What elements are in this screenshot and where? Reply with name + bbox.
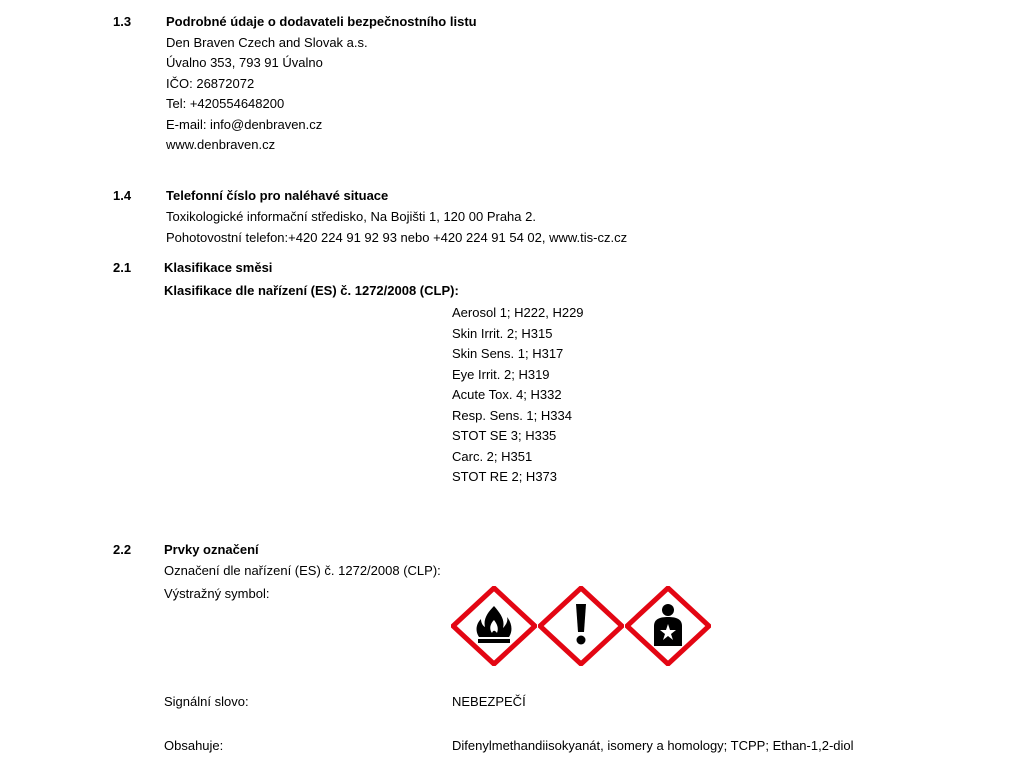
supplier-ico: IČO: 26872072 xyxy=(166,76,255,91)
hazard-class: Skin Irrit. 2; H315 xyxy=(452,326,553,341)
pictogram-label: Výstražný symbol: xyxy=(164,586,270,601)
exclamation-icon xyxy=(538,586,624,666)
section-number-1-3: 1.3 xyxy=(113,14,132,29)
health-hazard-icon xyxy=(625,586,711,666)
section-title-1-3: Podrobné údaje o dodavateli bezpečnostního listu xyxy=(166,14,477,29)
emergency-centre: Toxikologické informační středisko, Na Bojišti 1, 120 00 Praha 2. xyxy=(166,209,536,224)
supplier-email: E-mail: info@denbraven.cz xyxy=(166,117,323,132)
hazard-class: Resp. Sens. 1; H334 xyxy=(452,408,572,423)
section-title-2-1: Klasifikace směsi xyxy=(164,260,273,275)
supplier-website: www.denbraven.cz xyxy=(166,137,276,152)
emergency-phone: Pohotovostní telefon:+420 224 91 92 93 nebo +420 224 91 54 02, www.tis-cz.cz xyxy=(166,230,628,245)
signal-word-value: NEBEZPEČÍ xyxy=(452,694,526,709)
section-number-2-2: 2.2 xyxy=(113,542,132,557)
hazard-class: Aerosol 1; H222, H229 xyxy=(452,305,584,320)
hazard-class: Acute Tox. 4; H332 xyxy=(452,387,562,402)
supplier-phone: Tel: +420554648200 xyxy=(166,96,285,111)
labeling-regulation: Označení dle nařízení (ES) č. 1272/2008 (CLP): xyxy=(164,563,441,578)
hazard-class: Eye Irrit. 2; H319 xyxy=(452,367,550,382)
contains-value: Difenylmethandiisokyanát, isomery a homology; TCPP; Ethan-1,2-diol xyxy=(452,738,854,753)
supplier-address: Úvalno 353, 793 91 Úvalno xyxy=(166,55,323,70)
section-number-1-4: 1.4 xyxy=(113,188,132,203)
hazard-class: STOT SE 3; H335 xyxy=(452,428,557,443)
section-number-2-1: 2.1 xyxy=(113,260,132,275)
hazard-class: Carc. 2; H351 xyxy=(452,449,533,464)
flame-icon xyxy=(451,586,537,666)
classification-regulation: Klasifikace dle nařízení (ES) č. 1272/2008 (CLP): xyxy=(164,283,459,298)
hazard-class: Skin Sens. 1; H317 xyxy=(452,346,564,361)
section-title-1-4: Telefonní číslo pro naléhavé situace xyxy=(166,188,389,203)
section-title-2-2: Prvky označení xyxy=(164,542,259,557)
signal-word-label: Signální slovo: xyxy=(164,694,249,709)
ghs-pictograms xyxy=(451,586,713,666)
contains-label: Obsahuje: xyxy=(164,738,224,753)
hazard-class: STOT RE 2; H373 xyxy=(452,469,558,484)
supplier-name: Den Braven Czech and Slovak a.s. xyxy=(166,35,368,50)
